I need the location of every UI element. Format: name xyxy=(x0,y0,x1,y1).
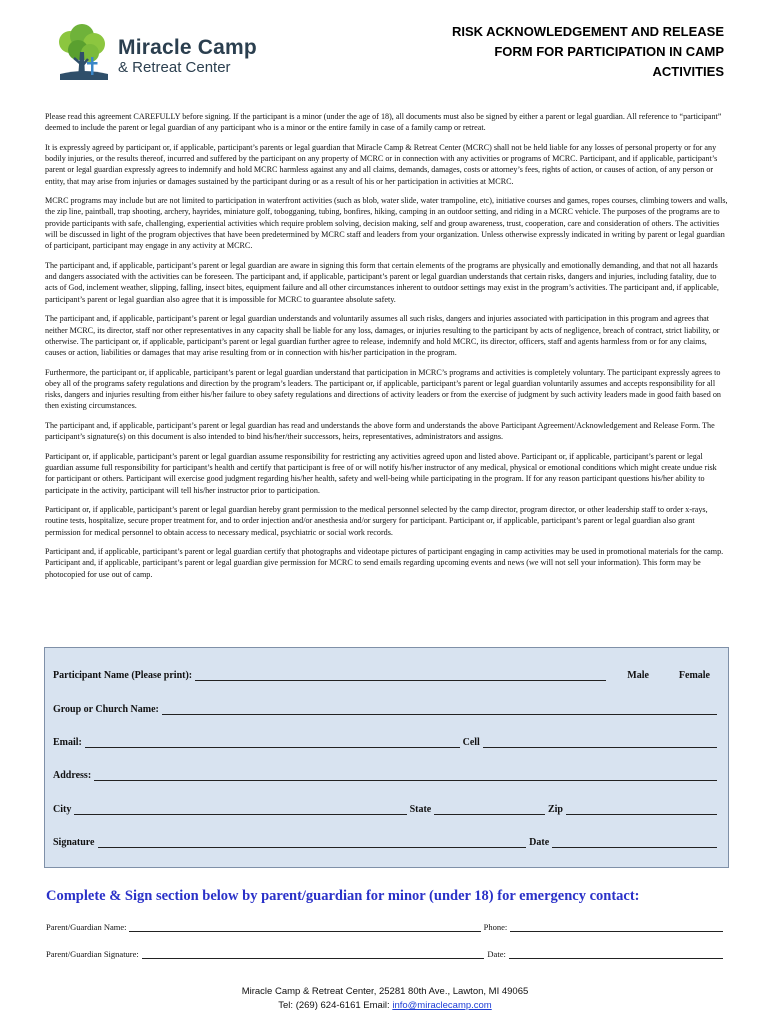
emergency-title: Complete & Sign section below by parent/guardian for minor (under 18) for emergency contact: xyxy=(46,888,640,904)
paragraph: Participant and, if applicable, participant’s parent or legal guardian certify that photographs and videotape pictures of participant engaging in camp activities may be used in promotional materials for the camp. Participant and, if applicable, participant’s parent or legal guardian give permission for MCRC to send emails regarding upcoming events and news (we will not sell your information). This form may be photocopied for use out of camp. xyxy=(45,547,724,579)
footer-address: Miracle Camp & Retreat Center, 25281 80th Ave., Lawton, MI 49065 xyxy=(241,986,529,997)
guardian-name-label: Parent/Guardian Name: xyxy=(46,922,127,932)
cell-label: Cell xyxy=(462,737,480,748)
email-row xyxy=(53,737,720,748)
group-row xyxy=(53,704,720,715)
email-field[interactable] xyxy=(85,737,460,748)
date-label: Date xyxy=(529,837,550,848)
tree-cross-icon xyxy=(54,22,114,84)
address-field[interactable] xyxy=(94,770,717,781)
zip-field[interactable] xyxy=(566,804,717,815)
cell-field[interactable] xyxy=(483,737,717,748)
guardian-date-label: Date: xyxy=(487,949,506,959)
logo-subtitle: & Retreat Center xyxy=(118,59,231,76)
email-link[interactable]: info@miraclecamp.com xyxy=(392,1000,492,1011)
address-row xyxy=(53,770,720,781)
paragraph: The participant and, if applicable, participant’s parent or legal guardian has read and understands the above form and understands the above Participant Agreement/Acknowledgement and Release Form. The participant’s signature(s) on this document is also intended to bind his/her/their successors, heirs, representatives, administrators and assigns. xyxy=(45,420,715,442)
paragraph: The participant and, if applicable, participant’s parent or legal guardian are aware in signing this form that certain elements of the programs are physically and emotionally demanding, and that not all hazards and dangers associated with the activities can be foreseen. The participant and, if applicable, participant’s parent or legal guardian understands that certain risks, dangers and injuries, including fatality, due to acts of God, inclement weather, slipping, falling, insect bites, equipment failure and all other circumstances inherent to outdoor settings may exist in the program’s activities. The participant and, if applicable, participant’s parent or legal guardian also agree that it is impossible for MCRC to guarantee absolute safety. xyxy=(45,260,719,304)
guardian-signature-field[interactable] xyxy=(142,950,485,959)
zip-label: Zip xyxy=(547,804,563,815)
agreement-body xyxy=(45,111,728,588)
state-label: State xyxy=(409,804,432,815)
guardian-date-field[interactable] xyxy=(509,950,723,959)
signature-row xyxy=(53,837,720,848)
email-label: Email: xyxy=(53,737,82,748)
state-field[interactable] xyxy=(434,804,545,815)
guardian-signature-label: Parent/Guardian Signature: xyxy=(46,949,139,959)
participant-form xyxy=(44,647,729,868)
logo xyxy=(54,22,264,88)
title-line: FORM FOR PARTICIPATION IN CAMP xyxy=(494,44,724,59)
participant-name-row xyxy=(53,670,720,681)
logo-name: Miracle Camp xyxy=(118,36,257,59)
group-label: Group or Church Name: xyxy=(53,704,159,715)
guardian-signature-row xyxy=(46,949,726,959)
city-field[interactable] xyxy=(74,804,406,815)
document-title xyxy=(394,22,724,82)
paragraph: MCRC programs may include but are not limited to participation in waterfront activities (such as blob, water slide, water trampoline, etc), initiative courses and games, ropes courses, climbing towers and walls, the zip line, paintball, trap shooting, archery, hayrides, miniature golf, tobogganing, tubing, bonfires, hiking, camping in an outdoor setting, and riding in a MCRC vehicle. The purposes of the programs are to provide participants with safe, challenging, experiential activities which require problem solving, decision making, self and group awareness, trust, cooperation, care and consideration of others. The activities will be discussed in light of the program objectives that have been predetermined by MCRC staff and leaders from your organization. Unless otherwise expressly indicated in writing by parent or legal guardian of participant, participant may engage in any activity at MCRC. xyxy=(45,196,728,251)
phone-field[interactable] xyxy=(510,923,723,932)
paragraph: Participant or, if applicable, participant’s parent or legal guardian hereby grant permission to the medical personnel selected by the camp director, program director, or other leadership staff to order x-rays, routine tests, hospitalize, secure proper treatment for, and to order injection and/or anesthesia and/or surgery for participant. Participant or, if applicable, participant’s parent or legal guardian also grant permission for medical personnel to obtain access to necessary medical, psychiatric or social work records. xyxy=(45,505,708,537)
participant-name-field[interactable] xyxy=(195,670,606,681)
paragraph: Furthermore, the participant or, if applicable, participant’s parent or legal guardian understand that participation in MCRC’s programs and activities is completely voluntary. The participant expressly agrees to obey all of the programs safety regulations and direction by the program’s leaders. The participant or, if applicable, participant’s parent or legal guardian voluntarily assumes and accepts responsibility for all risks, dangers and injuries resulting from either his/her failure to obey safety regulations and directions of activity leaders or from the exercise of judgment by such activity leaders made in good faith based on then existing circumstances. xyxy=(45,367,721,411)
participant-name-label: Participant Name (Please print): xyxy=(53,670,193,681)
signature-label: Signature xyxy=(53,837,95,848)
paragraph: Participant or, if applicable, participant’s parent or legal guardian assume responsibility for restricting any activities agreed upon and listed above. Participant or, if applicable, participant’s parent or legal guardian assume full responsibility for participant’s health and certify that participant is free of or will notify his/her instructor of any medical, physical or emotional conditions which might create undue risk for participant or others. Participant will exercise good judgment regarding his/her health, safety and well-being while participating in the program. If for any reason participant questions his/her ability to participate in the activity, participant will tell his/her instructor prior to participation. xyxy=(45,451,717,495)
city-row xyxy=(53,804,720,815)
phone-label: Phone: xyxy=(483,922,508,932)
date-field[interactable] xyxy=(552,837,717,848)
footer-tel: Tel: (269) 624-6161 Email: xyxy=(278,1000,390,1011)
paragraph: The participant and, if applicable, participant’s parent or legal guardian understands and voluntarily assumes all such risks, dangers and injuries associated with participation in this program and agrees that neither MCRC, its director, staff nor other representatives in any capacity shall be liable for any loss, damages, or injuries resulting to the participant by acts of negligence, breach of contract, strict liability, or otherwise. The participant or, if applicable, participant’s parent or legal guardian further agree to release, indemnify and hold MCRC, its director, officers, staff and agents harmless from or for any claims, causes or action, liabilities or damages that may arise resulting from or in connection with his/her participation in the program. xyxy=(45,314,720,358)
address-label: Address: xyxy=(53,770,92,781)
male-option[interactable]: Male xyxy=(627,670,649,681)
paragraph: It is expressly agreed by participant or, if applicable, participant’s parents or legal guardian that Miracle Camp & Retreat Center (MCRC) shall not be held liable for any losses of personal property or for any bodily injuries, or the results thereof, incurred and suffered by the participant on any property of MCRC or in connection with any activities or programs of MCRC. Participant, and if applicable, participant’s parent or legal guardian expressly agrees to indemnify and hold MCRC harmless against any and all claims, demands, damages, costs or attorney’s fees, rights of action, or causes of action, of any person or entity, that may arise from injuries or damages sustained by the participant during or as a result of his or her participation in activities at MCRC. xyxy=(45,142,718,186)
paragraph: Please read this agreement CAREFULLY before signing. If the participant is a minor (under the age of 18), all documents must also be signed by either a parent or legal guardian. All reference to “participant” deemed to include the parent or legal guardian of any participant who is a minor or the entire family in case of a family camp or retreat. xyxy=(45,112,722,133)
signature-field[interactable] xyxy=(98,837,527,848)
guardian-name-row xyxy=(46,922,726,932)
title-line: RISK ACKNOWLEDGEMENT AND RELEASE xyxy=(451,24,724,39)
footer-contact xyxy=(0,1000,770,1011)
city-label: City xyxy=(53,804,72,815)
group-field[interactable] xyxy=(162,704,717,715)
title-line: ACTIVITIES xyxy=(652,64,724,79)
female-option[interactable]: Female xyxy=(678,670,710,681)
guardian-name-field[interactable] xyxy=(129,923,480,932)
